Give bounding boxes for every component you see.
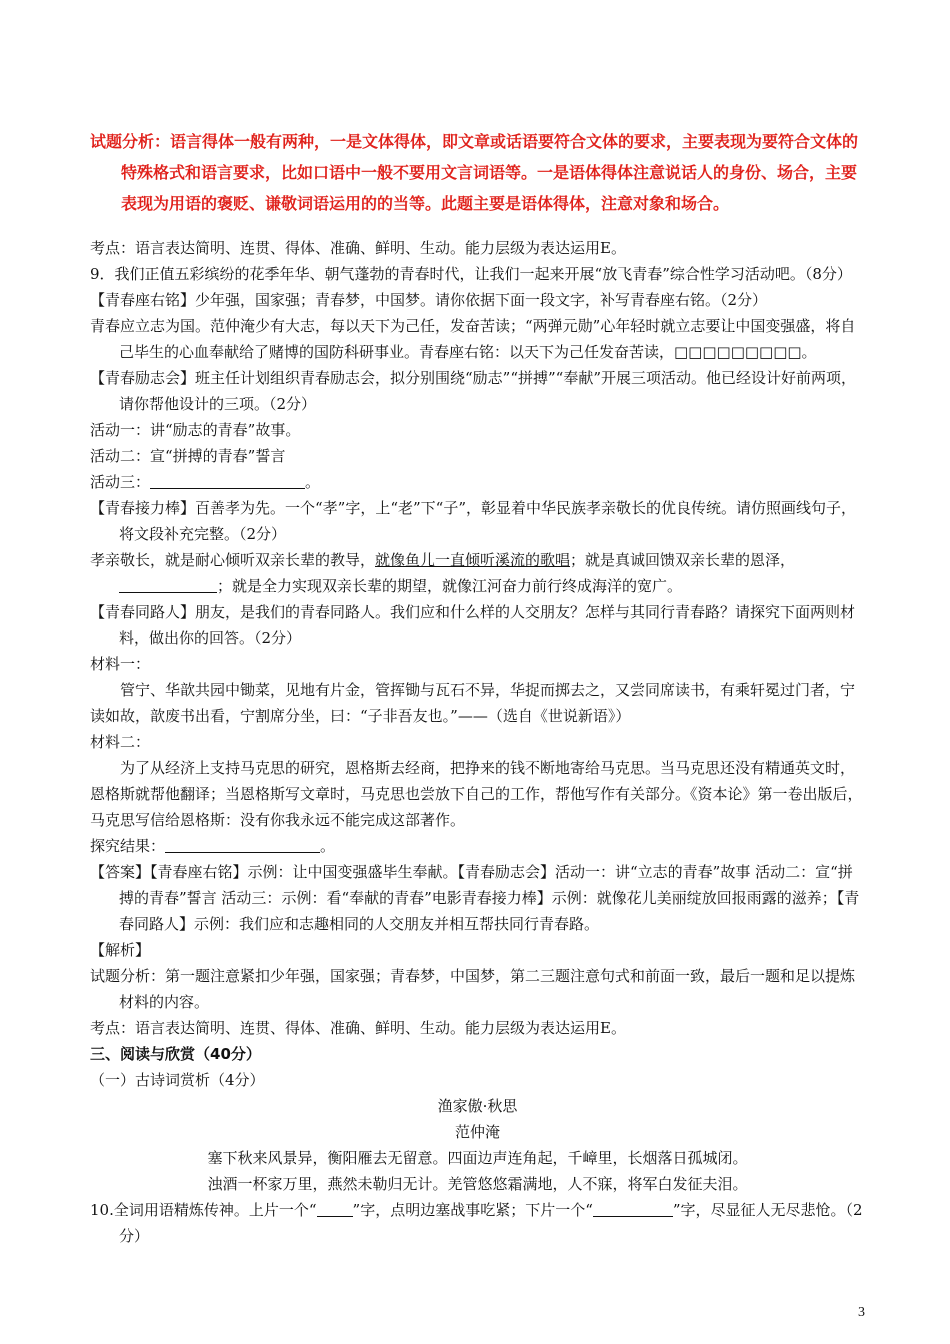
question-10: 10.全词用语精炼传神。上片一个“ ”字，点明边塞战事吃紧；下片一个“ ”字，尽显征人无尽悲怆。（2分） [90, 1201, 863, 1245]
material-1-label: 材料一： [90, 655, 151, 673]
material-1-text: 管宁、华歆共园中锄菜，见地有片金，管挥锄与瓦石不异，华捉而掷去之，又尝同席读书，有乘轩冕过门者，宁读如故，歆废书出看，宁割席分坐，曰：“子非吾友也。”——（选自《世说新语》） [90, 681, 856, 725]
motto-prompt: 【青春座右铭】少年强，国家强；青春梦，中国梦。请你依据下面一段文字，补写青春座右铭。（2分） [90, 291, 768, 309]
jiexi-label: 【解析】 [90, 941, 151, 959]
activity-3: 活动三： 。 [90, 473, 321, 491]
relay-blank [119, 576, 217, 593]
material-2-text: 为了从经济上支持马克思的研究，恩格斯去经商，把挣来的钱不断地寄给马克思。当马克思还没有精通英文时，恩格斯就帮他翻译；当恩格斯写文章时，马克思也尝放下自己的工作，帮他写作有关部分。《资本论》第一卷出版后，马克思写信给恩格斯：没有你我永远不能完成这部著作。 [90, 759, 863, 829]
kaodian-1: 考点：语言表达简明、连贯、得体、准确、鲜明、生动。能力层级为表达运用E。 [90, 239, 626, 257]
result-blank [165, 836, 320, 853]
result-line: 探究结果： 。 [90, 837, 336, 855]
relay-text: 孝亲敬长，就是耐心倾听双亲长辈的教导，就像鱼儿一直倾听溪流的歌唱；就是真诚回馈双亲长辈的恩泽，；就是全力实现双亲长辈的期望，就像江河奋力前行终成海洋的宽广。 [90, 551, 796, 595]
relay-prompt: 【青春接力棒】百善孝为先。一个“孝”字，上“老”下“子”，彰显着中华民族孝亲敬长的优良传统。请仿照画线句子，将文段补充完整。（2分） [90, 499, 857, 543]
q10-blank-1 [317, 1200, 353, 1217]
meeting-prompt: 【青春励志会】班主任计划组织青春励志会，拟分别围绕“励志”“拼搏”“奉献”开展三项活动。他已经设计好前两项，请你帮他设计的三项。（2分） [90, 369, 857, 413]
underlined-sentence: 就像鱼儿一直倾听溪流的歌唱 [375, 551, 571, 569]
motto-text: 青春应立志为国。范仲淹少有大志，每以天下为己任，发奋苦读；“两弹元勋”心年轻时就立志要让中国变强盛，将自己毕生的心血奉献给了赌博的国防科研事业。青春座右铭：以天下为己任发奋苦读，□□□□□□□□□。 [90, 317, 856, 361]
poem-title: 渔家傲·秋思 [437, 1097, 518, 1115]
kaodian-2: 考点：语言表达简明、连贯、得体、准确、鲜明、生动。能力层级为表达运用E。 [90, 1019, 626, 1037]
poem-author: 范仲淹 [454, 1123, 500, 1141]
page-number: 3 [858, 1305, 865, 1320]
question-9-intro: 9．我们正值五彩缤纷的花季年华、朝气蓬勃的青春时代，让我们一起来开展“放飞青春”综合性学习活动吧。（8分） [90, 265, 852, 283]
subsection-1-heading: （一）古诗词赏析（4分） [90, 1071, 265, 1089]
analysis-2: 试题分析：第一题注意紧扣少年强，国家强；青春梦，中国梦，第二三题注意句式和前面一致，最后一题和足以提炼材料的内容。 [90, 967, 856, 1011]
poem-line-1: 塞下秋来风景异，衡阳雁去无留意。四面边声连角起，千嶂里，长烟落日孤城闭。 [207, 1149, 748, 1167]
section-3-heading: 三、阅读与欣赏（40分） [90, 1045, 261, 1063]
activity-2: 活动二：宣“拼搏的青春”誓言 [90, 447, 286, 465]
poem-line-2: 浊酒一杯家万里，燕然未勒归无计。羌管悠悠霜满地，人不寐，将军白发征夫泪。 [207, 1175, 748, 1193]
friend-prompt: 【青春同路人】朋友，是我们的青春同路人。我们应和什么样的人交朋友？怎样与其同行青春路？请探究下面两则材料，做出你的回答。（2分） [90, 603, 856, 647]
page-content [90, 110, 865, 1249]
q10-blank-2 [593, 1200, 673, 1217]
answer: 【答案】【青春座右铭】示例：让中国变强盛毕生奉献。【青春励志会】活动一：讲“立志的青春”故事 活动二：宣“拼搏的青春”誓言 活动三：示例：看“奉献的青春”电影青春接力棒】示例：就像花儿美丽绽放回报雨露的滋养；【青春同路人】示例：我们应和志趣相同的人交朋友并相互帮扶同行青春路。 [90, 863, 860, 933]
analysis-red: 试题分析：语言得体一般有两种，一是文体得体，即文章或话语要符合文体的要求，主要表现为要符合文体的特殊格式和语言要求，比如口语中一般不要用文言词语等。一是语体得体注意说话人的身份、场合，主要表现为用语的褒贬、谦敬词语运用的的当等。此题主要是语体得体，注意对象和场合。 [90, 132, 859, 213]
activity-3-blank [150, 472, 305, 489]
material-2-label: 材料二： [90, 733, 151, 751]
activity-1: 活动一：讲“励志的青春”故事。 [90, 421, 301, 439]
